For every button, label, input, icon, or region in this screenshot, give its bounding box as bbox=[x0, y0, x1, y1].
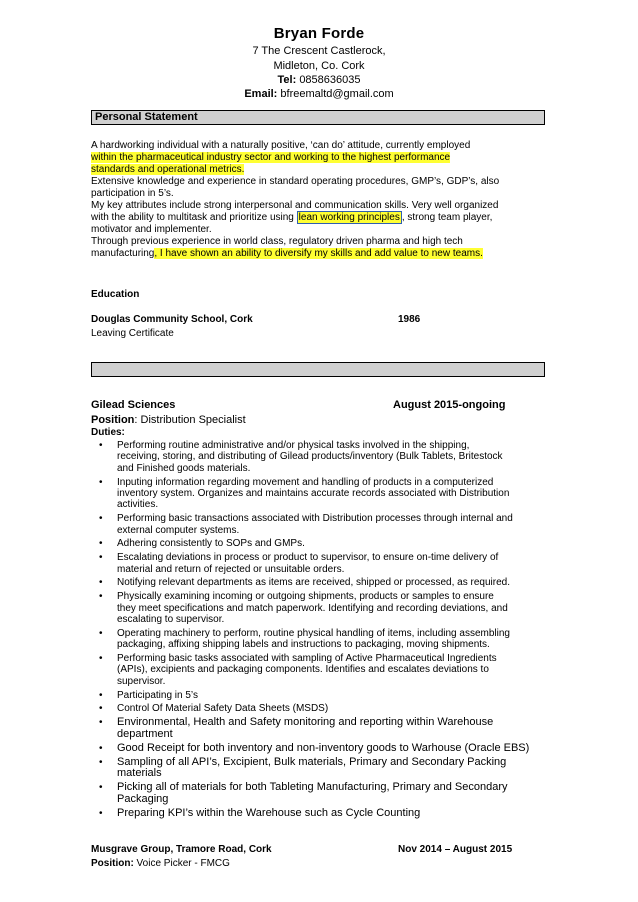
telephone bbox=[0, 74, 638, 86]
bullet-icon: • bbox=[99, 653, 103, 665]
bullet-icon: • bbox=[99, 591, 103, 603]
duty-text: Sampling of all API’s, Excipient, Bulk materials, Primary and Secondary Packing bbox=[117, 755, 507, 768]
duty-text: Physically examining incoming or outgoing shipments, products or samples to ensure bbox=[117, 591, 494, 603]
email bbox=[0, 88, 638, 100]
position-value: Voice Picker - FMCG bbox=[133, 858, 230, 869]
duty-text: escalating to supervisor. bbox=[117, 614, 225, 626]
duty-text: material and return of rejected or unsuitable orders. bbox=[117, 563, 345, 575]
tel-label: Tel: bbox=[277, 74, 297, 86]
duty-text: supervisor. bbox=[117, 675, 166, 687]
statement-text: manufacturing bbox=[91, 248, 155, 259]
duty-item bbox=[91, 440, 551, 474]
job-company: Gilead Sciences bbox=[91, 399, 176, 411]
duty-text: and Finished goods materials. bbox=[117, 462, 251, 474]
duty-text: Performing basic tasks associated with sampling of Active Pharmaceutical Ingredients bbox=[117, 653, 497, 665]
highlighted-text: standards and operational metrics. bbox=[91, 164, 245, 175]
duty-text: they meet specifications and match paperwork. Identifying and recording deviations, and bbox=[117, 602, 508, 614]
duty-item bbox=[91, 690, 551, 701]
statement-line bbox=[91, 248, 483, 259]
section-bar-experience bbox=[91, 362, 545, 377]
duty-item bbox=[91, 513, 551, 536]
bullet-icon: • bbox=[99, 440, 103, 451]
statement-line bbox=[91, 152, 450, 163]
tel-value: 0858636035 bbox=[299, 74, 361, 86]
duty-item bbox=[91, 703, 551, 714]
highlighted-text: lean working principles bbox=[298, 212, 400, 223]
bullet-icon: • bbox=[99, 513, 103, 525]
duty-item bbox=[91, 808, 551, 820]
duty-text: activities. bbox=[117, 499, 159, 511]
bullet-icon: • bbox=[99, 476, 103, 488]
duty-text: Participating in 5’s bbox=[117, 689, 198, 701]
duty-text: department bbox=[117, 727, 173, 740]
statement-line: My key attributes include strong interpersonal and communication skills. Very well organized bbox=[91, 200, 499, 211]
duty-text: external computer systems. bbox=[117, 524, 240, 536]
statement-line: participation in 5’s. bbox=[91, 188, 174, 199]
duty-text: Inputing information regarding movement and handling of products in a computerized bbox=[117, 476, 494, 488]
duty-text: Packaging bbox=[117, 792, 169, 805]
highlighted-text: , I have shown an ability to diversify my skills and add value to new teams. bbox=[154, 248, 483, 259]
duty-item bbox=[91, 591, 551, 625]
bullet-icon: • bbox=[99, 689, 103, 701]
bullet-icon: • bbox=[99, 538, 103, 550]
duty-item bbox=[91, 477, 551, 511]
job-position bbox=[91, 858, 230, 869]
duty-text: Picking all of materials for both Tableting Manufacturing, Primary and Secondary bbox=[117, 781, 508, 794]
bullet-icon: • bbox=[99, 552, 103, 564]
duty-item bbox=[91, 653, 551, 687]
statement-line: A hardworking individual with a naturally positive, ‘can do’ attitude, currently employed bbox=[91, 140, 471, 151]
job-position bbox=[91, 414, 246, 426]
statement-line: Through previous experience in world class, regulatory driven pharma and high tech bbox=[91, 236, 463, 247]
duty-text: materials bbox=[117, 767, 162, 780]
bullet-icon: • bbox=[99, 742, 103, 754]
statement-line: Extensive knowledge and experience in standard operating procedures, GMP’s, GDP’s, also bbox=[91, 176, 500, 187]
section-heading-personal-statement: Personal Statement bbox=[95, 111, 198, 123]
job-dates: August 2015-ongoing bbox=[393, 399, 506, 411]
email-value: bfreemaltd@gmail.com bbox=[280, 88, 394, 100]
duty-text: Notifying relevant departments as items are received, shipped or processed, as required. bbox=[117, 577, 510, 589]
duty-item bbox=[91, 552, 551, 575]
duty-item bbox=[91, 717, 551, 740]
bullet-icon: • bbox=[99, 703, 103, 715]
section-heading-education: Education bbox=[91, 289, 140, 300]
email-label: Email: bbox=[244, 88, 278, 100]
duty-text: (APIs), excipients and packaging components. Identifies and escalates deviations to bbox=[117, 664, 489, 676]
qualification: Leaving Certificate bbox=[91, 328, 174, 339]
duty-text: Escalating deviations in process or product to supervisor, to ensure on-time delivery of bbox=[117, 552, 499, 564]
statement-line bbox=[91, 164, 244, 175]
position-value: : Distribution Specialist bbox=[134, 414, 246, 426]
duty-text: receiving, storing, and distributing of Gilead products/inventory (Bulk Tablets, Britestock bbox=[117, 451, 503, 463]
bullet-icon: • bbox=[99, 577, 103, 589]
school-year: 1986 bbox=[398, 314, 421, 325]
statement-line bbox=[91, 212, 492, 223]
duty-text: Performing routine administrative and/or physical tasks involved in the shipping, bbox=[117, 440, 470, 451]
duties-list bbox=[91, 440, 551, 822]
statement-text: with the ability to multitask and prioritize using bbox=[91, 212, 294, 223]
duty-item bbox=[91, 577, 551, 588]
duty-item bbox=[91, 782, 551, 805]
duty-text: packaging, affixing shipping labels and instructions to packaging, moving shipments. bbox=[117, 639, 490, 651]
bullet-icon: • bbox=[99, 756, 103, 768]
job-dates: Nov 2014 – August 2015 bbox=[398, 844, 513, 855]
bullet-icon: • bbox=[99, 782, 103, 794]
address-line-2: Midleton, Co. Cork bbox=[273, 60, 365, 72]
job-company: Musgrave Group, Tramore Road, Cork bbox=[91, 844, 272, 855]
duty-text: Performing basic transactions associated with Distribution processes through internal and bbox=[117, 513, 513, 525]
bullet-icon: • bbox=[99, 807, 103, 819]
highlighted-text: within the pharmaceutical industry sector and working to the highest performance bbox=[91, 152, 451, 163]
duty-item bbox=[91, 538, 551, 549]
duty-text: Good Receipt for both inventory and non-inventory goods to Warhouse (Oracle EBS) bbox=[117, 741, 530, 754]
section-bar-personal-statement bbox=[91, 110, 545, 125]
statement-text: , strong team player, bbox=[401, 212, 493, 223]
statement-line: motivator and implementer. bbox=[91, 224, 212, 235]
candidate-name: Bryan Forde bbox=[273, 25, 365, 42]
duty-item bbox=[91, 757, 551, 780]
address-line-1: 7 The Crescent Castlerock, bbox=[252, 45, 386, 57]
duty-text: Environmental, Health and Safety monitoring and reporting within Warehouse bbox=[117, 716, 494, 729]
duty-text: Preparing KPI’s within the Warehouse such as Cycle Counting bbox=[117, 806, 421, 819]
bullet-icon: • bbox=[99, 627, 103, 639]
duty-text: Control Of Material Safety Data Sheets (MSDS) bbox=[117, 703, 329, 715]
duty-text: Adhering consistently to SOPs and GMPs. bbox=[117, 538, 305, 550]
duty-text: Operating machinery to perform, routine physical handling of items, including assembling bbox=[117, 627, 510, 639]
duty-item bbox=[91, 628, 551, 651]
position-label: Position: bbox=[91, 858, 134, 869]
school-name: Douglas Community School, Cork bbox=[91, 314, 253, 325]
bullet-icon: • bbox=[99, 717, 103, 729]
position-label: Position bbox=[91, 414, 135, 426]
duty-item bbox=[91, 743, 551, 755]
duty-text: inventory system. Organizes and maintains accurate records associated with Distribution bbox=[117, 488, 510, 500]
duties-label: Duties: bbox=[91, 427, 125, 438]
